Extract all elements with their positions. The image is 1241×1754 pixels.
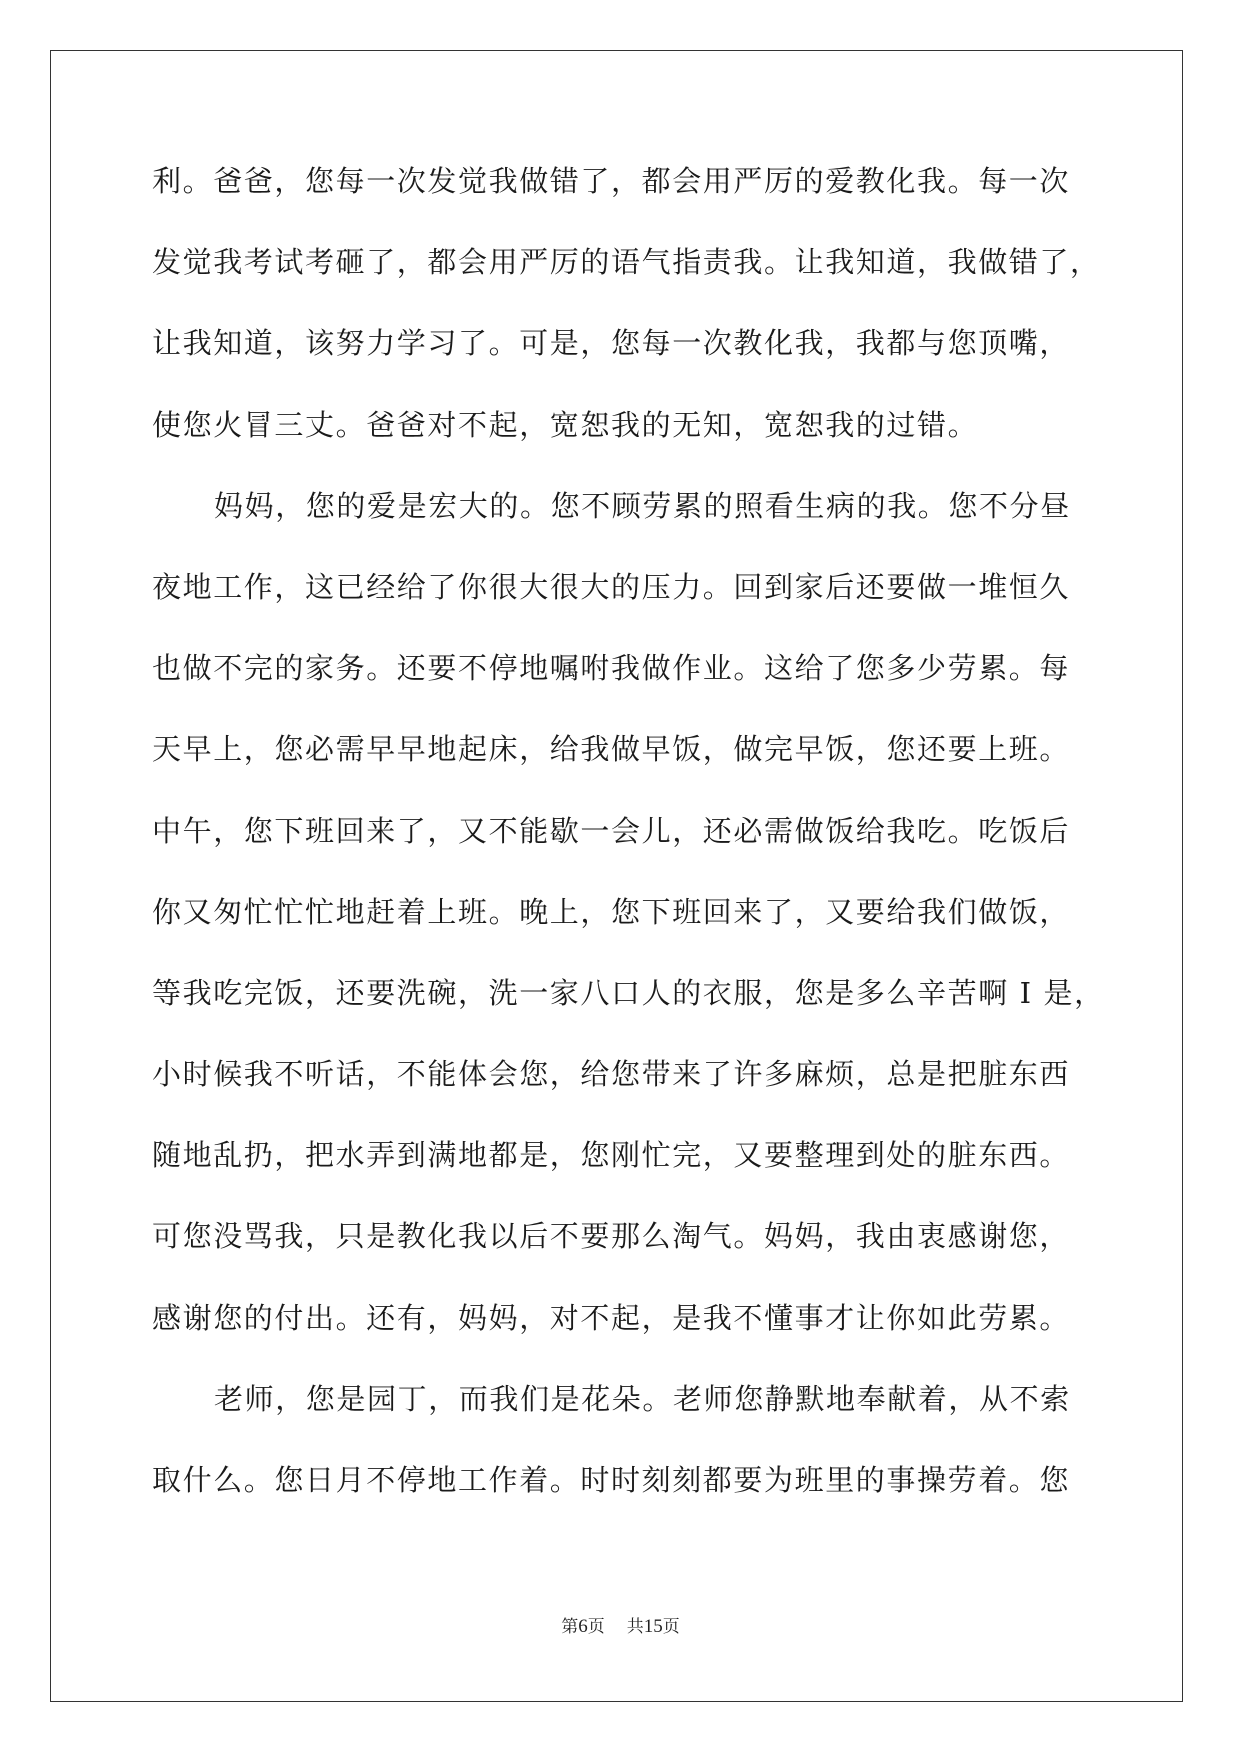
page-number: 6: [578, 1616, 588, 1637]
document-body: [152, 163, 1112, 1543]
text-line: 夜地工作，这已经给了你很大很大的压力。回到家后还要做一堆恒久: [152, 569, 1071, 604]
total-prefix: 共: [626, 1617, 644, 1637]
text-line: 随地乱扔，把水弄到满地都是，您刚忙完，又要整理到处的脏东西。: [152, 1138, 1071, 1173]
text-line: 发觉我考试考砸了，都会用严厉的语气指责我。让我知道，我做错了，: [152, 245, 1101, 280]
text-line: 妈妈，您的爱是宏大的。您不顾劳累的照看生病的我。您不分昼: [214, 488, 1071, 523]
text-line: 使您火冒三丈。爸爸对不起，宽恕我的无知，宽恕我的过错。: [152, 407, 979, 442]
text-line: 让我知道，该努力学习了。可是，您每一次教化我，我都与您顶嘴，: [152, 326, 1071, 361]
total-pages: 15: [643, 1616, 663, 1637]
text-line: 可您没骂我，只是教化我以后不要那么淘气。妈妈，我由衷感谢您，: [152, 1219, 1071, 1254]
total-suffix: 页: [662, 1617, 680, 1637]
text-line: 你又匆忙忙忙地赶着上班。晚上，您下班回来了，又要给我们做饭，: [152, 894, 1071, 929]
page-suffix: 页: [587, 1617, 605, 1637]
text-line: 利。爸爸，您每一次发觉我做错了，都会用严厉的爱教化我。每一次: [152, 164, 1071, 198]
text-line: 中午，您下班回来了，又不能歇一会儿，还必需做饭给我吃。吃饭后: [152, 813, 1071, 848]
text-line: 感谢您的付出。还有，妈妈，对不起，是我不懂事才让你如此劳累。: [152, 1300, 1071, 1335]
text-line: 取什么。您日月不停地工作着。时时刻刻都要为班里的事操劳着。您: [152, 1463, 1071, 1497]
text-line: 天早上，您必需早早地起床，给我做早饭，做完早饭，您还要上班。: [152, 732, 1071, 767]
text-line: 老师，您是园丁，而我们是花朵。老师您静默地奉献着，从不索: [214, 1381, 1071, 1416]
text-line: 等我吃完饭，还要洗碗，洗一家八口人的衣服，您是多么辛苦啊 I 是，: [152, 975, 1105, 1010]
text-line: 也做不完的家务。还要不停地嘱咐我做作业。这给了您多少劳累。每: [152, 651, 1071, 686]
page-footer: [0, 1612, 1241, 1638]
page-prefix: 第: [561, 1617, 579, 1637]
text-line: 小时候我不听话，不能体会您，给您带来了许多麻烦，总是把脏东西: [152, 1057, 1071, 1092]
